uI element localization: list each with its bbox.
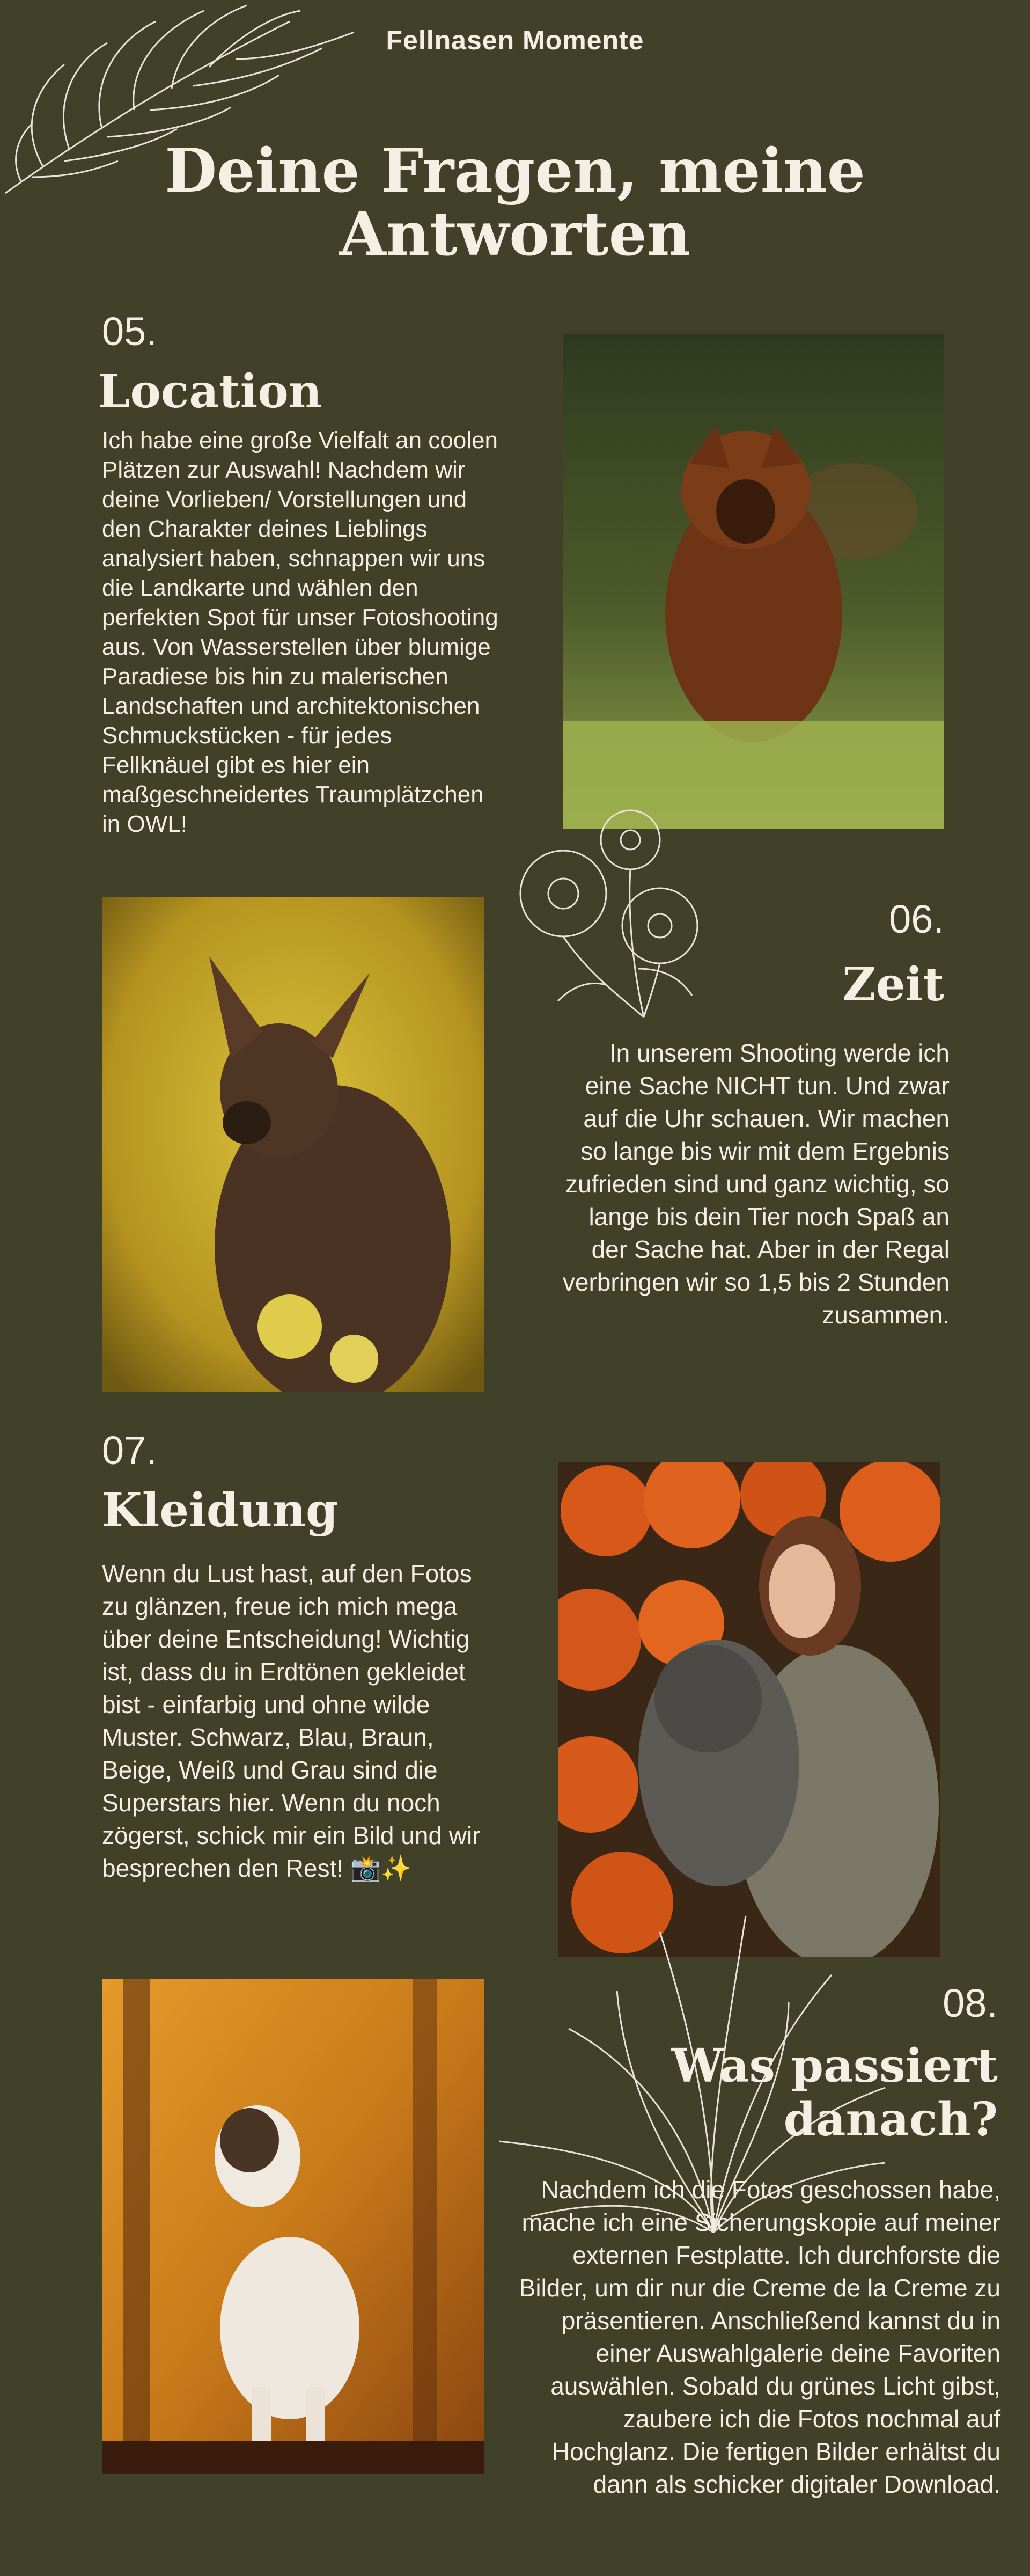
- section-number: 07.: [102, 1428, 157, 1473]
- section-number: 05.: [102, 309, 157, 354]
- section-heading: Kleidung: [102, 1483, 339, 1538]
- photo-puppy-in-grass: [563, 334, 944, 829]
- photo-dog-in-yellow-flowers: [102, 897, 484, 1392]
- page-title: Deine Fragen, meine Antworten: [165, 136, 865, 269]
- section-text: In unserem Shooting werde ich eine Sache NICHT tun. Und zwar auf die Uhr schauen. Wir machen so lange bis wir mit dem Ergebnis zufrieden sind und ganz wichtig, so lange bis dein Tier noch Spaß an der Sache hat. Aber in der Regal verbringen wir so 1,5 bis 2 Stunden zusammen.: [562, 1039, 950, 1329]
- section-text: Nachdem ich die Fotos geschossen habe, mache ich eine Sicherungskopie auf meiner externen Festplatte. Ich durchforste die Bilder, um dir nur die Creme de la Creme zu präsentieren. Anschließend kannst du in einer Auswahlgalerie deine Favoriten auswählen. Sobald du grünes Licht gibst, zaubere ich die Fotos nochmal auf Hochglanz. Die fertigen Bilder erhältst du dann als schicker digitaler Download.: [519, 2176, 1000, 2498]
- photo-woman-with-dog-and-pumpkins: [558, 1462, 940, 1957]
- section-heading: Location: [98, 364, 322, 419]
- section-heading: Was passiert danach?: [671, 2039, 998, 2147]
- photo-dog-in-autumn-forest: [102, 1979, 484, 2474]
- brand-name: Fellnasen Momente: [386, 25, 644, 55]
- section-text: Wenn du Lust hast, auf den Fotos zu glänzen, freue ich mich mega über deine Entscheidung! Wichtig ist, dass du in Erdtönen gekleidet bist - einfarbig und ohne wilde Muster. Schwarz, Blau, Braun, Beige, Weiß und Grau sind die Superstars hier. Wenn du noch zögerst, schick mir ein Bild und wir besprechen den Rest! 📸✨: [102, 1560, 481, 1882]
- section-number: 06.: [889, 897, 944, 941]
- section-number: 08.: [943, 1981, 998, 2025]
- flower-decoration: [504, 808, 719, 1022]
- section-heading: Zeit: [842, 957, 944, 1012]
- section-text: Ich habe eine große Vielfalt an coolen Plätzen zur Auswahl! Nachdem wir deine Vorlieben/ Vorstellungen und den Charakter deines Lieblings analysiert haben, schnappen wir uns die Landkarte und wählen den perfekten Spot für unser Fotoshooting aus. Von Wasserstellen über blumige Paradiese bis hin zu malerischen Landschaften und architektonischen Schmuckstücken - für jedes Fellknäuel gibt es hier ein maßgeschneidertes Traumplätzchen in OWL!: [102, 427, 498, 837]
